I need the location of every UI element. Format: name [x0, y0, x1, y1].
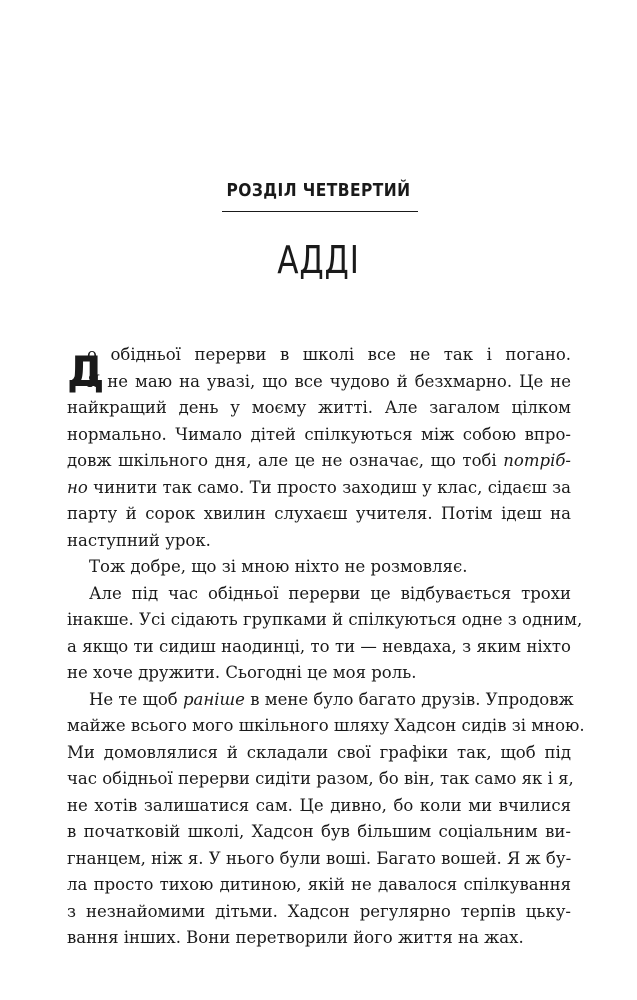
- text-line: гнанцем, ніж я. У нього були воші. Багато вошей. Я ж бу-: [67, 848, 572, 868]
- italic-word: но: [67, 477, 88, 497]
- text-line: майже всього мого шкільного шляху Хадсон сидів зі мною.: [67, 716, 585, 735]
- text-line: Не те щоб раніше в мене було багато друзів. Упродовж: [89, 689, 574, 709]
- italic-word: раніше: [183, 689, 245, 709]
- chapter-title: АДДІ: [277, 238, 360, 282]
- text-line: нормально. Чимало дітей спілкуються між собою впро-: [67, 424, 571, 444]
- text-line: не хотів залишатися сам. Це дивно, бо коли ми вчилися: [67, 795, 571, 815]
- text-line: найкращий день у моєму житті. Але загалом цілком: [67, 398, 571, 417]
- text-line: вання інших. Вони перетворили його життя на жах.: [67, 928, 524, 947]
- italic-word: потріб-: [503, 451, 571, 470]
- text-line: но чинити так само. Ти просто заходиш у клас, сідаєш за: [67, 477, 571, 497]
- text-line: в початковій школі, Хадсон був більшим соціальним ви-: [67, 822, 571, 841]
- text-line: о обідньої перерви в школі все не так і погано.: [87, 345, 571, 364]
- text-line: інакше. Усі сідають групками й спілкуються одне з одним,: [67, 610, 583, 629]
- body-text: [67, 342, 585, 952]
- text-line: парту й сорок хвилин слухаєш учителя. Потім ідеш на: [67, 504, 571, 523]
- text-line: час обідньої перерви сидіти разом, бо він, так само як і я,: [67, 769, 574, 788]
- text-line: Тож добре, що зі мною ніхто не розмовляє.: [89, 557, 468, 576]
- text-line: ла просто тихою дитиною, якій не давалося спілкування: [67, 875, 571, 894]
- text-line: а якщо ти сидиш наодинці, то ти — невдаха, з яким ніхто: [67, 636, 571, 656]
- text-line: Але під час обідньої перерви це відбувається трохи: [89, 583, 571, 603]
- drop-cap: Д: [67, 347, 105, 396]
- text-line: довж шкільного дня, але це не означає, що тобі потріб-: [67, 451, 571, 470]
- text-line: не хоче дружити. Сьогодні це моя роль.: [67, 663, 417, 682]
- text-line: наступний урок.: [67, 530, 211, 550]
- text-line: Ми домовлялися й складали свої графіки так, щоб під: [67, 742, 571, 762]
- text-line: Я не маю на увазі, що все чудово й безхмарно. Це не: [87, 371, 571, 391]
- text-line: з незнайомими дітьми. Хадсон регулярно терпів цьку-: [67, 901, 571, 921]
- chapter-label: РОЗДІЛ ЧЕТВЕРТИЙ: [226, 180, 411, 201]
- chapter-divider: [222, 211, 418, 212]
